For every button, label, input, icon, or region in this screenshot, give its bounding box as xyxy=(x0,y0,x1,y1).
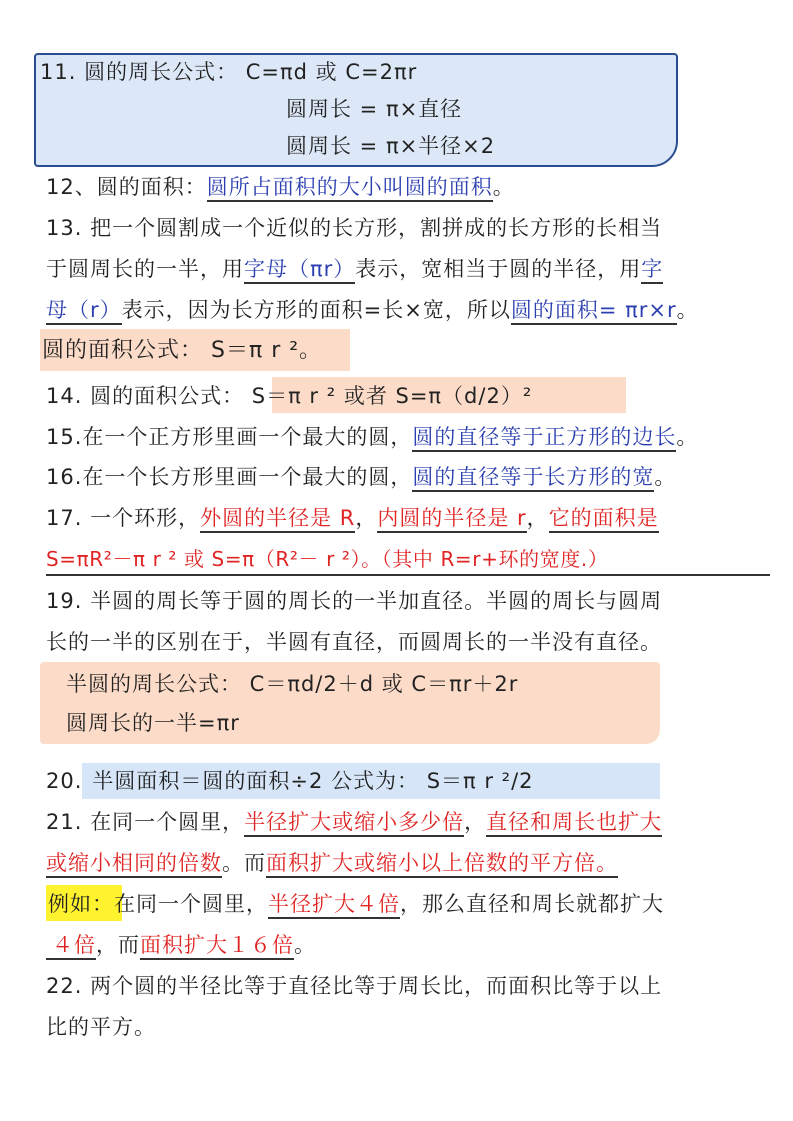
item14-prefix: 14. 圆的面积公式： xyxy=(46,384,245,408)
item17-prefix: 17. 一个环形， xyxy=(46,506,201,530)
item21-ex-a: 在同一个圆里， xyxy=(114,892,268,916)
item20-text: 半圆面积＝圆的面积÷2 公式为： S＝π r ²/2 xyxy=(92,769,534,793)
item11-line3: 圆周长 = π×半径×2 xyxy=(286,134,496,158)
item13-line3-a: 母（r） xyxy=(46,298,122,325)
item21-ex-b: 半径扩大４倍 xyxy=(268,892,400,919)
item17-underline xyxy=(46,574,770,576)
item13-line2-a: 于圆周长的一半，用 xyxy=(46,257,244,281)
item21-ex2-a: ４倍 xyxy=(46,933,96,960)
item13-line2-c: 表示，宽相当于圆的半径，用 xyxy=(355,257,642,281)
item13-formula: 圆的面积公式： S＝π r ²。 xyxy=(42,338,323,363)
item16 xyxy=(46,461,676,493)
item21-ex2-d: 。 xyxy=(294,933,316,957)
item11-line1: 11. 圆的周长公式： C=πd 或 C=2πr xyxy=(40,60,418,84)
item13-line3 xyxy=(46,294,699,326)
item15-prefix: 15.在一个正方形里画一个最大的圆， xyxy=(46,425,413,449)
item11-line2: 圆周长 = π×直径 xyxy=(286,97,463,121)
item21-ex2-b: ，而 xyxy=(96,933,140,957)
item19-line2: 长的一半的区别在于，半圆有直径，而圆周长的一半没有直径。 xyxy=(46,630,662,654)
item17-a: 外圆的半径是 R xyxy=(200,506,355,533)
item17-line2: S=πR²－π r ² 或 S=π（R²－ r ²）。（其中 R=r+环的宽度.） xyxy=(46,547,609,571)
item13-line1: 13. 把一个圆割成一个近似的长方形，割拼成的长方形的长相当 xyxy=(46,216,663,240)
item21-prefix: 21. 在同一个圆里， xyxy=(46,810,245,834)
item17-line1: 17. 一个环形，外圆的半径是 R，内圆的半径是 r，它的面积是 xyxy=(46,502,659,534)
item15 xyxy=(46,421,698,453)
item21-line1: 21. 在同一个圆里，半径扩大或缩小多少倍，直径和周长也扩大 xyxy=(46,806,662,838)
item13-line3-c: 圆的面积= πr×r xyxy=(511,298,677,325)
item19-line1: 19. 半圆的周长等于圆的周长的一半加直径。半圆的周长与圆周 xyxy=(46,589,663,613)
item21-line2 xyxy=(46,847,618,879)
item17-b: 内圆的半径是 r xyxy=(377,506,526,533)
item21-line2-a: 或缩小相同的倍数 xyxy=(46,851,222,878)
item17-c: 它的面积是 xyxy=(549,506,659,533)
item13-line2 xyxy=(46,253,663,285)
item12-suffix: 。 xyxy=(492,175,515,199)
item21-example-line1 xyxy=(48,888,664,920)
item12-answer: 圆所占面积的大小叫圆的面积 xyxy=(207,175,493,202)
item21-a: 半径扩大或缩小多少倍 xyxy=(244,810,464,837)
item20 xyxy=(46,765,534,797)
item12 xyxy=(46,171,515,203)
item15-answer: 圆的直径等于正方形的边长 xyxy=(412,425,676,452)
item13-line3-b: 表示，因为长方形的面积=长×宽，所以 xyxy=(121,298,511,322)
item22-line1: 22. 两个圆的半径比等于直径比等于周长比，而面积比等于以上 xyxy=(46,974,663,998)
item14 xyxy=(46,380,532,412)
item21-line2-b: 。而 xyxy=(222,851,266,875)
item21-line2-c: 面积扩大或缩小以上倍数的平方倍。 xyxy=(266,851,618,878)
item13-line2-b: 字母（πr） xyxy=(244,257,355,284)
item20-num: 20. xyxy=(46,769,83,793)
item13-line3-d: 。 xyxy=(676,298,699,322)
item19-formula1: 半圆的周长公式： C＝πd/2＋d 或 C＝πr＋2r xyxy=(66,672,519,696)
item19-formula2: 圆周长的一半=πr xyxy=(66,711,240,735)
item21-ex-c: ，那么直径和周长就都扩大 xyxy=(400,892,664,916)
item21-ex2-c: 面积扩大１６倍 xyxy=(140,933,294,960)
example-label: 例如： xyxy=(48,892,114,916)
item21-example-line2 xyxy=(46,929,316,961)
item16-prefix: 16.在一个长方形里画一个最大的圆， xyxy=(46,465,413,489)
item16-suffix: 。 xyxy=(654,465,677,489)
item21-b: 直径和周长也扩大 xyxy=(486,810,662,837)
item15-suffix: 。 xyxy=(676,425,699,449)
item16-answer: 圆的直径等于长方形的宽 xyxy=(412,465,654,492)
item13-line2-d: 字 xyxy=(641,257,663,284)
item14-formula: S＝π r ² 或者 S=π（d/2）² xyxy=(251,384,533,408)
item22-line2: 比的平方。 xyxy=(46,1015,156,1039)
item12-prefix: 12、圆的面积： xyxy=(46,175,207,199)
